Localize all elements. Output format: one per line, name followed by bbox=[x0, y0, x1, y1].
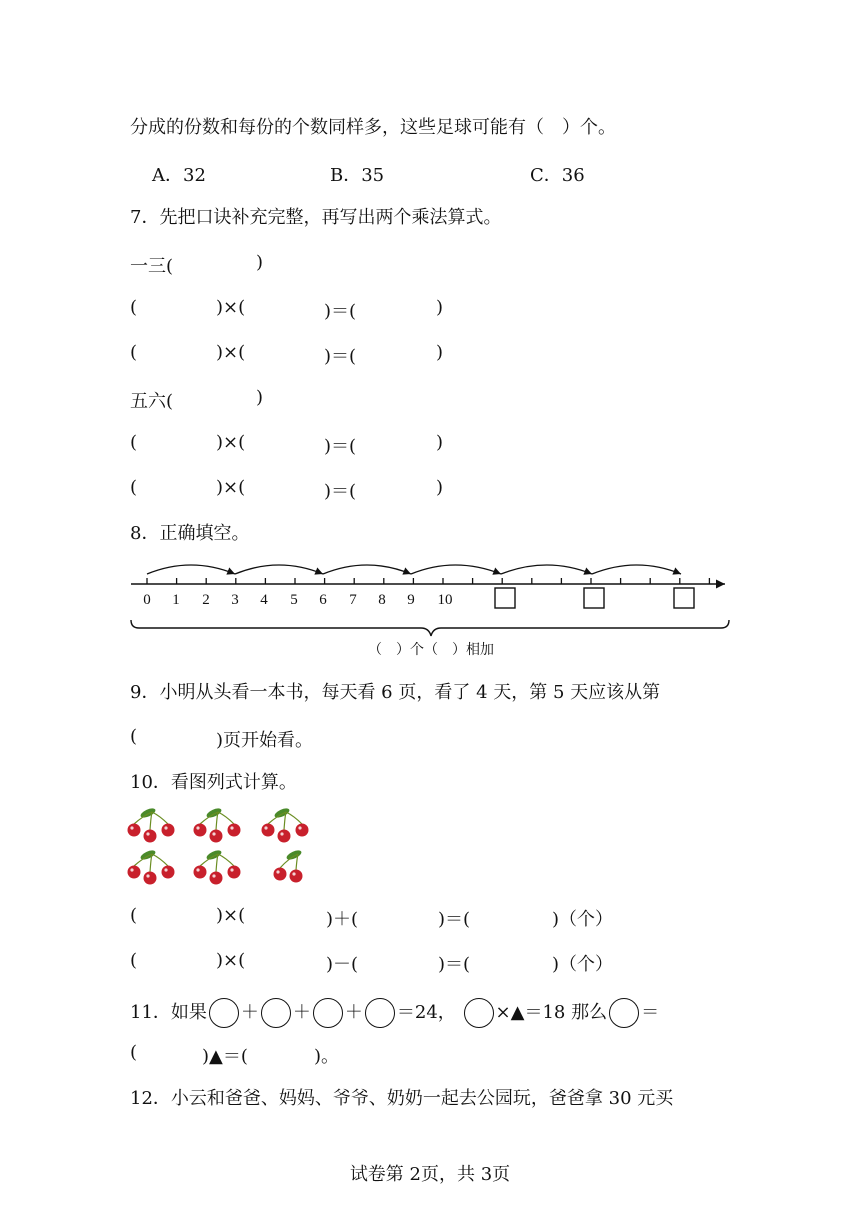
paren-close[interactable]: ) bbox=[436, 342, 444, 363]
cherry-icon bbox=[162, 824, 175, 837]
cherry-highlight bbox=[276, 870, 279, 873]
stem bbox=[218, 854, 234, 866]
cherry-icon bbox=[262, 824, 275, 837]
cherry-icon bbox=[228, 824, 241, 837]
tick-label: 8 bbox=[378, 592, 386, 608]
cherry-icon bbox=[290, 870, 303, 883]
cherry-icon bbox=[128, 866, 141, 879]
tick-label: 7 bbox=[349, 592, 357, 608]
unit-label: )（个） bbox=[552, 909, 614, 930]
paren-open[interactable]: ( bbox=[130, 342, 138, 363]
cherry-highlight bbox=[264, 826, 267, 829]
equals-sign[interactable]: )＝( bbox=[438, 909, 471, 930]
paren-close[interactable]: )。 bbox=[314, 1046, 340, 1067]
cherry-icon bbox=[194, 866, 207, 879]
times-sign[interactable]: )×( bbox=[216, 477, 246, 498]
cherry-icon bbox=[144, 872, 157, 885]
unit-label: )（个） bbox=[552, 954, 614, 975]
paren-close[interactable]: ) bbox=[436, 477, 444, 498]
tick-label: 6 bbox=[319, 592, 327, 608]
q6-text: 分成的份数和每份的个数同样多，这些足球可能有（ ）个。 bbox=[130, 117, 616, 138]
q8-title: 8．正确填空。 bbox=[130, 523, 250, 544]
stem bbox=[218, 812, 234, 824]
cherry-icon bbox=[210, 830, 223, 843]
brace bbox=[131, 620, 729, 636]
cherry-icon bbox=[144, 830, 157, 843]
circle-icon bbox=[609, 998, 639, 1028]
jump-arcs bbox=[147, 565, 681, 574]
brace-label: （ ）个（ ）相加 bbox=[368, 642, 494, 658]
axis-ticks bbox=[147, 578, 709, 584]
cherry-highlight bbox=[298, 826, 301, 829]
times-sign[interactable]: )×( bbox=[216, 342, 246, 363]
cherry-bunch bbox=[194, 806, 241, 842]
q10-title: 10．看图列式计算。 bbox=[130, 772, 297, 793]
plus-sign: ＋ bbox=[344, 1002, 363, 1023]
equals-sign[interactable]: )＝( bbox=[324, 481, 357, 502]
q7-rhyme2-label: 五六( bbox=[130, 391, 174, 412]
times-sign[interactable]: )×( bbox=[216, 950, 246, 971]
cherry-highlight bbox=[130, 868, 133, 871]
cherry-icon bbox=[128, 824, 141, 837]
q11-line1 bbox=[130, 998, 659, 1028]
stem bbox=[286, 812, 302, 824]
cherry-bunch bbox=[262, 806, 309, 842]
circle-icon bbox=[313, 998, 343, 1028]
tick-label: 9 bbox=[407, 592, 415, 608]
q6-option-b[interactable]: B．35 bbox=[330, 165, 385, 186]
q6-option-a[interactable]: A．32 bbox=[152, 165, 206, 186]
times-sign[interactable]: )×( bbox=[216, 432, 246, 453]
equals-sign[interactable]: )＝( bbox=[324, 436, 357, 457]
q7-rhyme2-close[interactable]: ) bbox=[256, 387, 264, 408]
q6-option-c[interactable]: C．36 bbox=[530, 165, 585, 186]
minus-sign[interactable]: )－( bbox=[326, 954, 359, 975]
answer-box[interactable] bbox=[584, 588, 604, 608]
triangle-equals[interactable]: )▲＝( bbox=[202, 1046, 248, 1067]
cherry-picture bbox=[126, 804, 326, 890]
cherry-bunch bbox=[274, 848, 303, 882]
cherry-highlight bbox=[196, 826, 199, 829]
q7-title: 7．先把口诀补充完整，再写出两个乘法算式。 bbox=[130, 207, 502, 228]
paren-open[interactable]: ( bbox=[130, 726, 138, 747]
cherry-highlight bbox=[212, 874, 215, 877]
cherry-highlight bbox=[146, 832, 149, 835]
cherry-highlight bbox=[164, 826, 167, 829]
cherry-icon bbox=[210, 872, 223, 885]
cherry-bunch bbox=[128, 806, 175, 842]
q9-line1: 9．小明从头看一本书，每天看 6 页，看了 4 天，第 5 天应该从第 bbox=[130, 682, 661, 703]
tick-label: 0 bbox=[143, 592, 151, 608]
cherry-highlight bbox=[146, 874, 149, 877]
paren-open[interactable]: ( bbox=[130, 905, 138, 926]
q11-prefix: 11．如果 bbox=[130, 1002, 207, 1023]
leaf-icon bbox=[285, 848, 302, 861]
paren-open[interactable]: ( bbox=[130, 950, 138, 971]
cherry-highlight bbox=[164, 868, 167, 871]
q7-rhyme1-close[interactable]: ) bbox=[256, 252, 264, 273]
equals-sign[interactable]: )＝( bbox=[438, 954, 471, 975]
cherry-highlight bbox=[230, 868, 233, 871]
number-line-figure bbox=[125, 556, 735, 664]
circle-icon bbox=[464, 998, 494, 1028]
cherry-bunch bbox=[128, 848, 175, 884]
paren-close[interactable]: ) bbox=[436, 432, 444, 453]
tick-label: 3 bbox=[231, 592, 239, 608]
q9-line2-rest: )页开始看。 bbox=[216, 730, 314, 751]
q7-rhyme1-label: 一三( bbox=[130, 256, 174, 277]
cherry-highlight bbox=[130, 826, 133, 829]
tick-label: 5 bbox=[290, 592, 298, 608]
cherry-icon bbox=[228, 866, 241, 879]
stem bbox=[152, 854, 168, 866]
stem bbox=[152, 812, 168, 824]
plus-sign[interactable]: )＋( bbox=[326, 909, 359, 930]
cherry-icon bbox=[162, 866, 175, 879]
cherry-icon bbox=[274, 868, 287, 881]
paren-open[interactable]: ( bbox=[130, 297, 138, 318]
times-sign[interactable]: )×( bbox=[216, 905, 246, 926]
tick-label: 4 bbox=[260, 592, 268, 608]
times-triangle-text: ×▲＝18 那么 bbox=[495, 1002, 608, 1023]
paren-open[interactable]: ( bbox=[130, 432, 138, 453]
cherry-highlight bbox=[196, 868, 199, 871]
tick-labels bbox=[143, 592, 452, 608]
plus-sign: ＋ bbox=[292, 1002, 311, 1023]
equals-sign[interactable]: )＝( bbox=[324, 346, 357, 367]
page-footer: 试卷第 2页，共 3页 bbox=[349, 1164, 511, 1185]
plus-sign: ＋ bbox=[240, 1002, 259, 1023]
sum-text: ＝24， bbox=[396, 1002, 456, 1023]
tick-label: 10 bbox=[437, 592, 453, 608]
answer-box[interactable] bbox=[495, 588, 515, 608]
cherry-bunch bbox=[194, 848, 241, 884]
cherry-highlight bbox=[280, 832, 283, 835]
cherry-icon bbox=[296, 824, 309, 837]
cherry-highlight bbox=[292, 872, 295, 875]
circle-icon bbox=[261, 998, 291, 1028]
circle-icon bbox=[209, 998, 239, 1028]
equals-sign[interactable]: )＝( bbox=[324, 301, 357, 322]
tick-label: 1 bbox=[172, 592, 180, 608]
paren-open[interactable]: ( bbox=[130, 1042, 138, 1063]
paren-open[interactable]: ( bbox=[130, 477, 138, 498]
times-sign[interactable]: )×( bbox=[216, 297, 246, 318]
tick-label: 2 bbox=[202, 592, 210, 608]
q12-line1: 12．小云和爸爸、妈妈、爷爷、奶奶一起去公园玩，爸爸拿 30 元买 bbox=[130, 1088, 674, 1109]
answer-box[interactable] bbox=[674, 588, 694, 608]
cherry-icon bbox=[278, 830, 291, 843]
cherry-highlight bbox=[212, 832, 215, 835]
paren-close[interactable]: ) bbox=[436, 297, 444, 318]
cherry-icon bbox=[194, 824, 207, 837]
circle-icon bbox=[365, 998, 395, 1028]
cherry-highlight bbox=[230, 826, 233, 829]
equals-sign: ＝ bbox=[641, 1002, 660, 1023]
